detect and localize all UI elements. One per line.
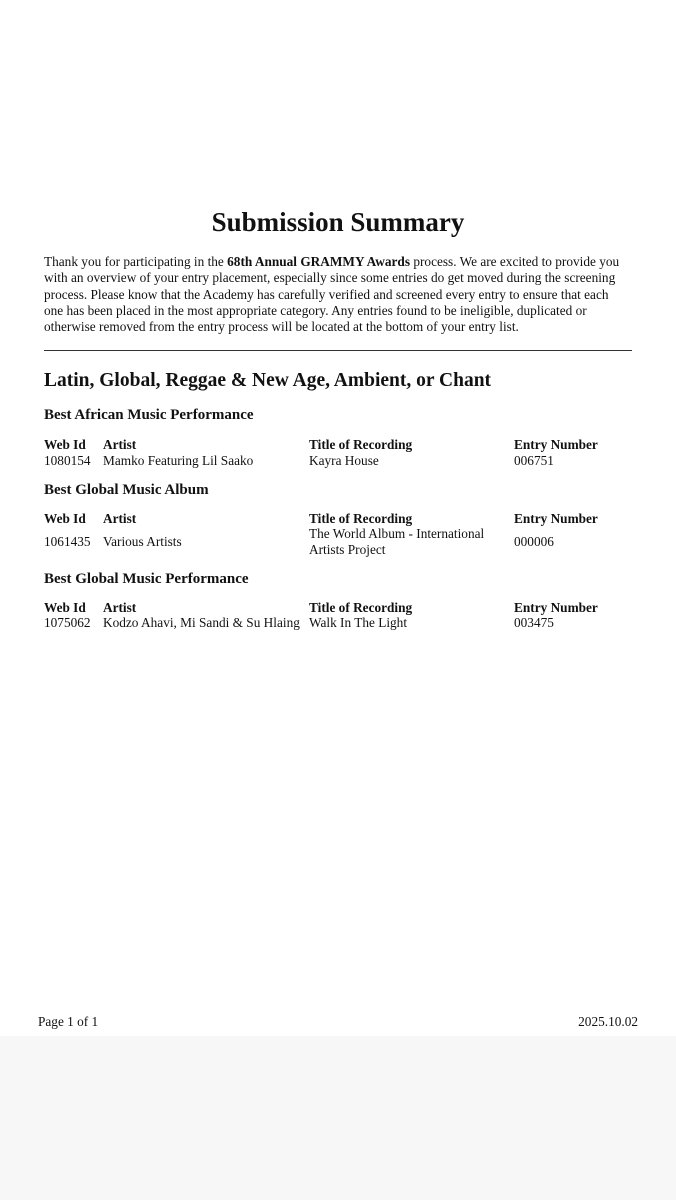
web-id: 1061435 bbox=[44, 534, 91, 549]
intro-line-4: one has been placed in the most appropriate category. Any entries found to be ineligible, duplicated or bbox=[44, 302, 587, 318]
recording-title: The World Album - International bbox=[309, 526, 485, 541]
col-header-artist: Artist bbox=[103, 437, 137, 452]
page-title: Submission Summary bbox=[211, 207, 465, 237]
intro-text: process. We are excited to provide you bbox=[410, 254, 620, 269]
col-header-artist: Artist bbox=[103, 600, 137, 615]
artist: Kodzo Ahavi, Mi Sandi & Su Hlaing bbox=[103, 615, 300, 630]
col-header-title: Title of Recording bbox=[309, 600, 413, 615]
document-date: 2025.10.02 bbox=[578, 1014, 638, 1029]
col-header-artist: Artist bbox=[103, 511, 137, 526]
web-id: 1080154 bbox=[44, 453, 91, 468]
col-header-web-id: Web Id bbox=[44, 437, 86, 452]
intro-line-2: with an overview of your entry placement, especially since some entries do get moved during the screening bbox=[44, 270, 616, 286]
category-heading: Best Global Music Performance bbox=[44, 571, 249, 587]
awards-name: 68th Annual GRAMMY Awards bbox=[227, 254, 411, 269]
intro-line-3: process. Please know that the Academy has carefully verified and screened every entry to ensure that each bbox=[44, 286, 609, 302]
category-heading: Best African Music Performance bbox=[44, 407, 254, 423]
intro-paragraph bbox=[44, 254, 634, 335]
category-heading: Best Global Music Album bbox=[44, 482, 209, 498]
col-header-title: Title of Recording bbox=[309, 511, 413, 526]
col-header-web-id: Web Id bbox=[44, 511, 86, 526]
intro-text: Thank you for participating in the bbox=[44, 254, 228, 269]
entry-number: 000006 bbox=[514, 534, 554, 549]
col-header-entry-number: Entry Number bbox=[514, 511, 598, 526]
web-id: 1075062 bbox=[44, 615, 91, 630]
recording-title: Kayra House bbox=[309, 453, 379, 468]
col-header-entry-number: Entry Number bbox=[514, 600, 598, 615]
section-heading: Latin, Global, Reggae & New Age, Ambient, or Chant bbox=[44, 370, 492, 391]
entry-number: 006751 bbox=[514, 453, 554, 468]
intro-line-5: otherwise removed from the entry process will be located at the bottom of your entry list. bbox=[44, 319, 519, 335]
col-header-title: Title of Recording bbox=[309, 437, 413, 452]
col-header-web-id: Web Id bbox=[44, 600, 86, 615]
intro-line-1 bbox=[44, 254, 634, 270]
entry-number: 003475 bbox=[514, 615, 554, 630]
recording-title: Walk In The Light bbox=[309, 615, 408, 630]
section-divider bbox=[44, 350, 632, 351]
artist: Mamko Featuring Lil Saako bbox=[103, 453, 254, 468]
recording-title-continued: Artists Project bbox=[309, 542, 386, 557]
page-number: Page 1 of 1 bbox=[38, 1014, 99, 1029]
artist: Various Artists bbox=[103, 534, 182, 549]
col-header-entry-number: Entry Number bbox=[514, 437, 598, 452]
